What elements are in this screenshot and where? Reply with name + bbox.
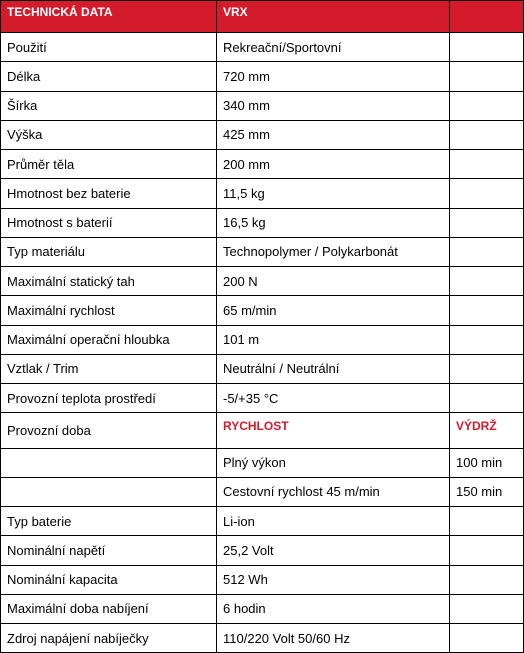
header-model-cell: VRX — [217, 1, 450, 33]
row-label-cell: Typ baterie — [1, 507, 217, 536]
row-extra-cell — [450, 179, 524, 208]
header-extra-cell — [450, 1, 524, 33]
row-label-cell: Šírka — [1, 91, 217, 120]
row-value-cell: 6 hodin — [217, 594, 450, 623]
row-extra-cell — [450, 296, 524, 325]
row-value-cell: -5/+35 °C — [217, 384, 450, 413]
row-label-cell: Vztlak / Trim — [1, 354, 217, 383]
row-label-cell: Hmotnost s baterií — [1, 208, 217, 237]
row-value-cell: 425 mm — [217, 120, 450, 149]
table-row — [1, 62, 524, 91]
table-header-row — [1, 1, 524, 33]
row-label-cell: Maximální statický tah — [1, 267, 217, 296]
row-value-cell: Cestovní rychlost 45 m/min — [217, 477, 450, 506]
row-extra-cell — [450, 91, 524, 120]
table-row — [1, 120, 524, 149]
row-value-cell: Plný výkon — [217, 448, 450, 477]
row-value-cell: Technopolymer / Polykarbonát — [217, 237, 450, 266]
table-row — [1, 594, 524, 623]
table-row — [1, 384, 524, 413]
table-row — [1, 91, 524, 120]
row-extra-cell: 100 min — [450, 448, 524, 477]
row-label-cell: Provozní teplota prostředí — [1, 384, 217, 413]
row-label-cell: Průměr těla — [1, 150, 217, 179]
row-value-cell: Neutrální / Neutrální — [217, 354, 450, 383]
row-extra-cell — [450, 624, 524, 653]
row-extra-cell — [450, 594, 524, 623]
row-extra-cell — [450, 325, 524, 354]
header-label-cell: TECHNICKÁ DATA — [1, 1, 217, 33]
row-label-cell: Maximální doba nabíjení — [1, 594, 217, 623]
row-extra-cell — [450, 354, 524, 383]
row-label-cell: Použití — [1, 33, 217, 62]
tech-data-body — [1, 1, 524, 653]
row-value-cell: 720 mm — [217, 62, 450, 91]
row-label-cell — [1, 477, 217, 506]
row-value-cell: 340 mm — [217, 91, 450, 120]
table-row — [1, 565, 524, 594]
row-value-cell: 25,2 Volt — [217, 536, 450, 565]
row-extra-cell — [450, 536, 524, 565]
table-row — [1, 413, 524, 448]
table-row — [1, 33, 524, 62]
row-label-cell: Hmotnost bez baterie — [1, 179, 217, 208]
table-row — [1, 237, 524, 266]
row-value-cell: 101 m — [217, 325, 450, 354]
table-row — [1, 507, 524, 536]
table-row — [1, 179, 524, 208]
row-extra-cell — [450, 384, 524, 413]
table-row — [1, 354, 524, 383]
row-label-cell — [1, 448, 217, 477]
row-label-cell: Nominální napětí — [1, 536, 217, 565]
row-extra-cell — [450, 565, 524, 594]
row-value-cell: 512 Wh — [217, 565, 450, 594]
row-label-cell: Nominální kapacita — [1, 565, 217, 594]
table-row — [1, 208, 524, 237]
row-value-cell: 200 N — [217, 267, 450, 296]
row-label-cell: Provozní doba — [1, 413, 217, 448]
table-row — [1, 325, 524, 354]
row-extra-cell — [450, 120, 524, 149]
row-label-cell: Délka — [1, 62, 217, 91]
row-extra-cell: VÝDRŽ — [450, 413, 524, 448]
row-label-cell: Maximální operační hloubka — [1, 325, 217, 354]
row-value-cell: 16,5 kg — [217, 208, 450, 237]
row-value-cell: RYCHLOST — [217, 413, 450, 448]
row-extra-cell — [450, 507, 524, 536]
row-extra-cell — [450, 237, 524, 266]
row-label-cell: Výška — [1, 120, 217, 149]
row-value-cell: 200 mm — [217, 150, 450, 179]
row-extra-cell — [450, 150, 524, 179]
row-label-cell: Zdroj napájení nabíječky — [1, 624, 217, 653]
table-row — [1, 477, 524, 506]
table-row — [1, 448, 524, 477]
row-extra-cell — [450, 62, 524, 91]
table-row — [1, 150, 524, 179]
row-value-cell: 65 m/min — [217, 296, 450, 325]
row-value-cell: 110/220 Volt 50/60 Hz — [217, 624, 450, 653]
row-extra-cell — [450, 267, 524, 296]
table-row — [1, 624, 524, 653]
row-value-cell: Li-ion — [217, 507, 450, 536]
table-row — [1, 296, 524, 325]
table-row — [1, 267, 524, 296]
row-label-cell: Maximální rychlost — [1, 296, 217, 325]
row-value-cell: 11,5 kg — [217, 179, 450, 208]
row-value-cell: Rekreační/Sportovní — [217, 33, 450, 62]
row-extra-cell: 150 min — [450, 477, 524, 506]
row-label-cell: Typ materiálu — [1, 237, 217, 266]
table-row — [1, 536, 524, 565]
row-extra-cell — [450, 33, 524, 62]
row-extra-cell — [450, 208, 524, 237]
